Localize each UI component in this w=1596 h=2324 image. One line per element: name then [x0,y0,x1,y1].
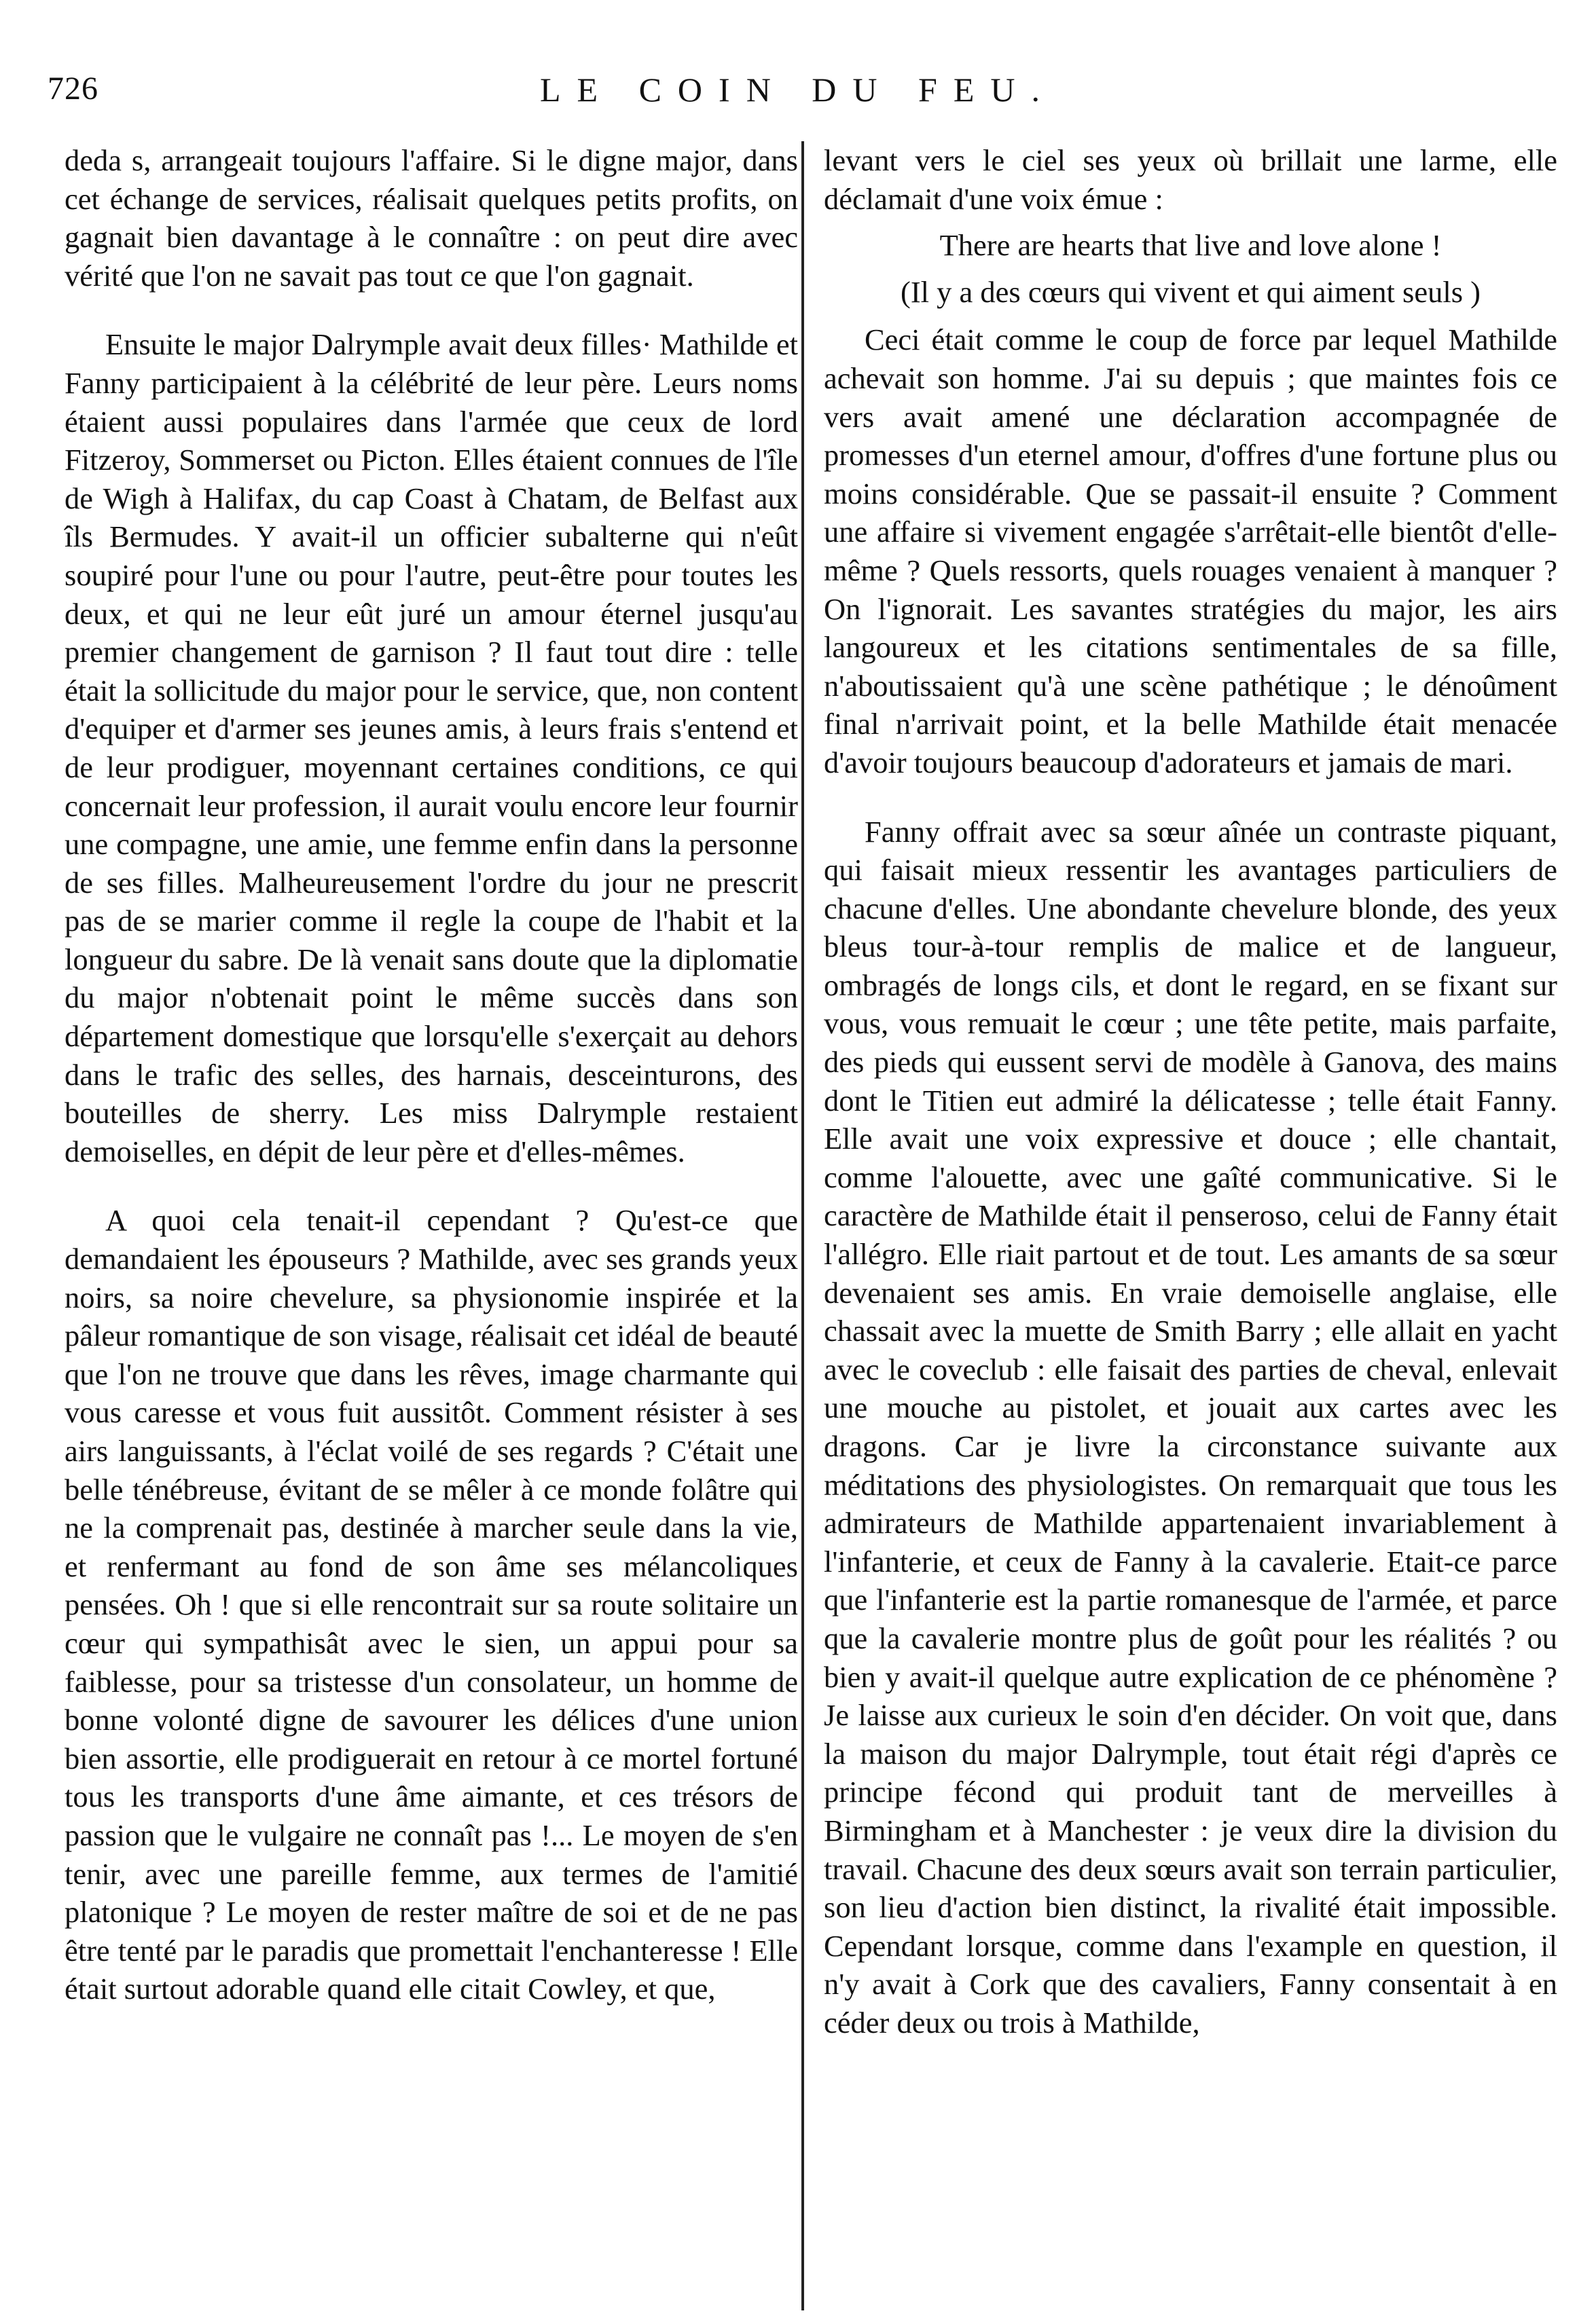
left-column [65,141,798,2008]
quote-english: There are hearts that live and love alone ! [939,228,1442,263]
running-title: LE COIN DU FEU. [540,71,1056,109]
paragraph: levant vers le ciel ses yeux où brillait une larme, elle déclamait d'une voix émue : [824,143,1557,216]
page-header [48,64,1548,126]
right-column [824,141,1557,2042]
paragraph: Fanny offrait avec sa sœur aînée un contraste piquant, qui faisait mieux ressentir les avantages particuliers de chacune d'elles. Une abondante chevelure blonde, des yeux bleus tour-à-tour remplis de malice et de langueur, ombragés de longs cils, et dont le regard, en se fixant sur vous, vous remuait le cœur ; une tête petite, mais parfaite, des pieds qui eussent servi de modèle à Ganova, des mains dont le Titien eut admiré la délicatesse ; telle était Fanny. Elle avait une voix expressive et douce ; elle chantait, comme l'alouette, avec une gaîté communicative. Si le caractère de Mathilde était il penseroso, celui de Fanny était l'allégro. Elle riait partout et de tout. Les amants de sa sœur devenaient ses amis. En vraie demoiselle anglaise, elle chassait avec la muette de Smith Barry ; elle allait en yacht avec le coveclub : elle faisait des parties de cheval, enlevait une mouche au pistolet, et jouait aux cartes avec les dragons. Car je livre la circonstance suivante aux méditations des physiologistes. On remarquait que tous les admirateurs de Mathilde appartenaient invariablement à l'infanterie, et ceux de Fanny à la cavalerie. Etait-ce parce que l'infanterie est la partie romanesque de l'armée, et parce que la cavalerie montre plus de goût pour les réalités ? ou bien y avait-il quelque autre explication de ce phénomène ? Je laisse aux curieux le soin d'en décider. On voit que, dans la maison du major Dalrymple, tout était régi d'après ce principe fécond qui produit tant de merveilles à Birmingham et à Manchester : je veux dire la division du travail. Chacune des deux sœurs avait son terrain particulier, son lieu d'action bien distinct, la rivalité était impossible. Cependant lorsque, comme dans l'example en question, il n'y avait à Cork que des cavaliers, Fanny consentait à en céder deux ou trois à Mathilde, [824,814,1557,2040]
paragraph: A quoi cela tenait-il cependant ? Qu'est-ce que demandaient les épouseurs ? Mathilde, avec ses grands yeux noirs, sa noire chevelure, sa physionomie inspirée et la pâleur romantique de son visage, réalisait cet idéal de beauté que l'on ne trouve que dans les rêves, image charmante qui vous caresse et vous fuit aussitôt. Comment résister à ses airs languissants, à l'éclat voilé de ses regards ? C'était une belle ténébreuse, évitant de se mêler à ce monde folâtre qui ne la comprenait pas, destinée à marcher seule dans la vie, et renfermant au fond de son âme ses mélancoliques pensées. Oh ! que si elle rencontrait sur sa route solitaire un cœur qui sympathisât avec le sien, un appui pour sa faiblesse, pour sa tristesse d'un consolateur, un homme de bonne volonté digne de savourer les délices d'une union bien assortie, elle prodiguerait en retour à ce mortel fortuné tous les transports d'une âme aimante, et ces trésors de passion que le vulgaire ne connaît pas !... Le moyen de s'en tenir, avec une pareille femme, aux termes de l'amitié platonique ? Le moyen de rester maître de soi et de ne pas être tenté par le paradis que promettait l'enchanteresse ! Elle était surtout adorable quand elle citait Cowley, et que, [65,1203,798,2006]
column-divider [801,141,804,2310]
paragraph: deda s, arrangeait toujours l'affaire. Si le digne major, dans cet échange de services, réalisait quelques petits profits, on gagnait bien davantage à le connaître : on peut dire avec vérité que l'on ne savait pas tout ce que l'on gagnait. [65,143,798,293]
quote-french: (Il y a des cœurs qui vivent et qui aiment seuls ) [901,274,1481,309]
page-number: 726 [48,71,98,107]
paragraph: Ensuite le major Dalrymple avait deux filles· Mathilde et Fanny participaient à la célébrité de leur père. Leurs noms étaient aussi populaires dans l'armée que ceux de lord Fitzeroy, Sommerset ou Picton. Elles étaient connues de l'île de Wigh à Halifax, du cap Coast à Chatam, de Belfast aux îls Bermudes. Y avait-il un officier subalterne qui n'eût soupiré pour l'une ou pour l'autre, peut-être pour toutes les deux, et qui ne leur eût juré un amour éternel jusqu'au premier changement de garnison ? Il faut tout dire : telle était la sollicitude du major pour le service, que, non content d'equiper et d'armer ses jeunes amis, à leurs frais s'entend et de leur prodiguer, moyennant certaines conditions, ce qui concernait leur profession, il aurait voulu encore leur fournir une compagne, une amie, une femme enfin dans la personne de ses filles. Malheureusement l'ordre du jour ne prescrit pas de se marier comme il regle la coupe de l'habit et la longueur du sabre. De là venait sans doute que la diplomatie du major n'obtenait point le même succès dans son département domestique que lorsqu'elle s'exerçait au dehors dans le trafic des selles, des harnais, desceinturons, des bouteilles de sherry. Les miss Dalrymple restaient demoiselles, en dépit de leur père et d'elles-mêmes. [65,327,798,1168]
paragraph: Ceci était comme le coup de force par lequel Mathilde achevait son homme. J'ai su depuis ; que maintes fois ce vers avait amené une déclaration accompagnée de promesses d'un eternel amour, d'offres d'une fortune plus ou moins considérable. Que se passait-il ensuite ? Comment une affaire si vivement engagée s'arrêtait-elle bientôt d'elle-même ? Quels ressorts, quels rouages venaient à manquer ? On l'ignorait. Les savantes stratégies du major, les airs langoureux et les citations sentimentales de sa fille, n'aboutissaient qu'à une scène pathétique ; le dénoûment final n'arrivait point, et la belle Mathilde était menacée d'avoir toujours beaucoup d'adorateurs et jamais de mari. [824,322,1557,779]
